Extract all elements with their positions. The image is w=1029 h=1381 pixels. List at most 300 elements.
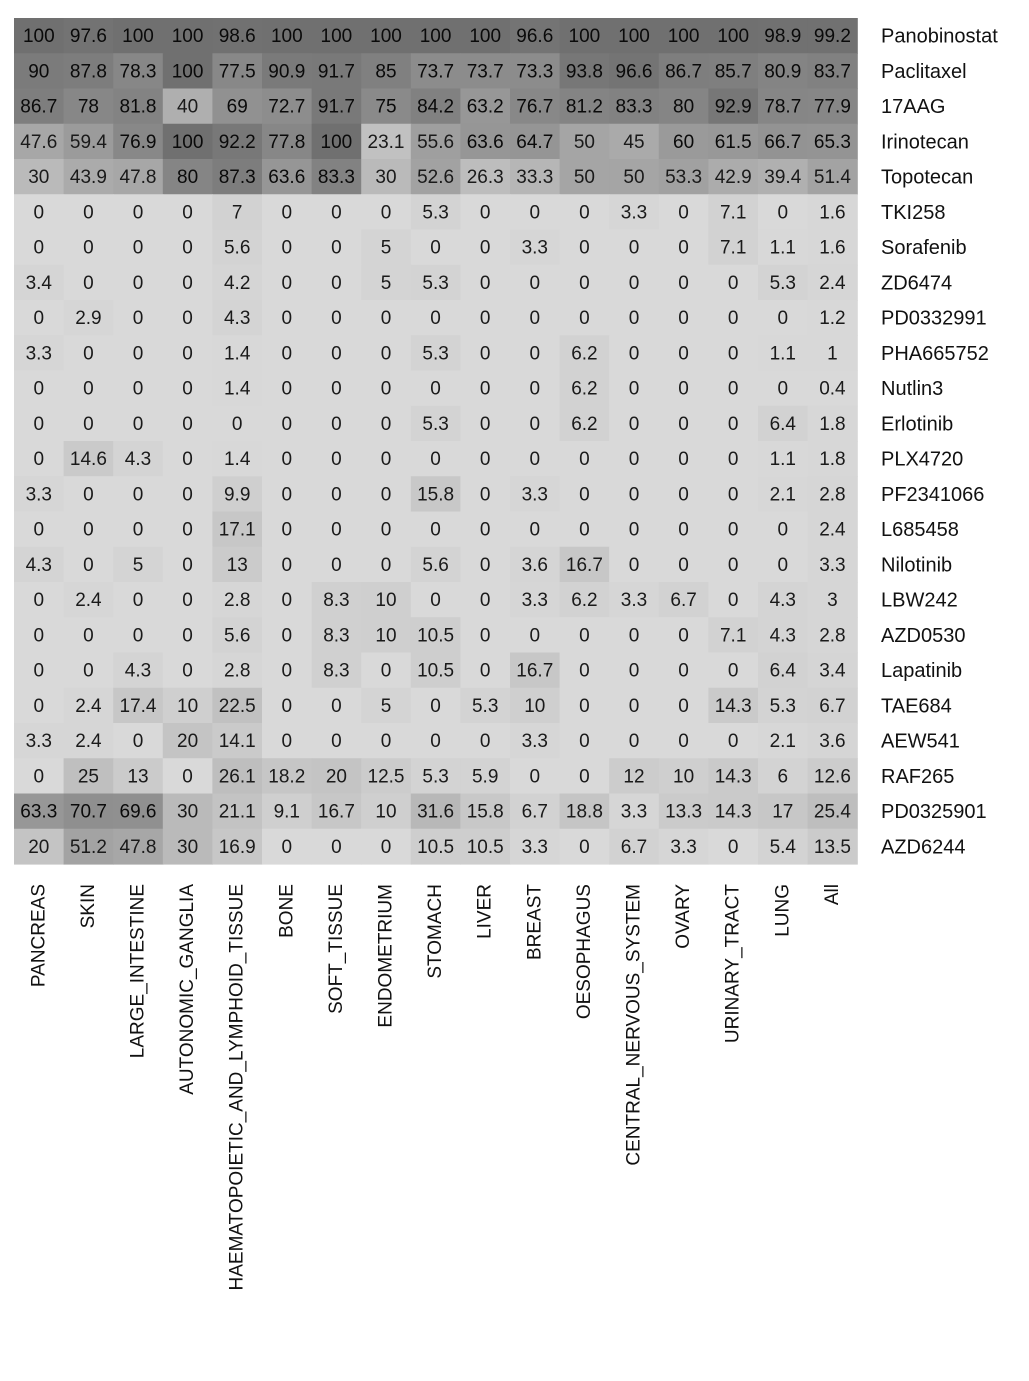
cell-value: 0 [579, 308, 590, 330]
cell-value: 0 [182, 237, 193, 259]
cell-value: 92.9 [714, 96, 752, 118]
cell-value: 10.5 [417, 625, 455, 647]
cell-value: 76.7 [516, 96, 554, 118]
cell-value: 0 [678, 484, 689, 506]
cell-value: 2.8 [223, 590, 251, 612]
cell-value: 6.7 [670, 590, 697, 612]
cell-value: 2.4 [75, 695, 102, 717]
cell-value: 0 [33, 695, 45, 717]
cell-value: 0 [727, 272, 739, 294]
cell-value: 3.6 [819, 731, 846, 753]
cell-value: 0 [678, 554, 689, 576]
cell-value: 51.4 [813, 167, 851, 189]
cell-value: 1.8 [819, 449, 846, 471]
cell-value: 0 [678, 731, 689, 753]
cell-value: 12.6 [813, 766, 851, 788]
cell-value: 0 [529, 449, 541, 471]
cell-value: 0 [727, 378, 739, 400]
cell-value: 63.2 [466, 96, 504, 118]
cell-value: 3.3 [521, 484, 549, 506]
cell-value: 83.3 [317, 167, 355, 189]
column-label-oesophagus: OESOPHAGUS [573, 884, 595, 1020]
cell-value: 20 [28, 836, 50, 858]
cell-value: 5.4 [769, 836, 797, 858]
cell-value: 2.8 [819, 625, 846, 647]
cell-value: 0 [579, 695, 590, 717]
cell-value: 0 [281, 413, 293, 435]
cell-value: 0 [579, 202, 590, 224]
cell-value: 0 [579, 836, 590, 858]
cell-value: 0 [281, 660, 293, 682]
cell-value: 0 [777, 378, 789, 400]
cell-value: 47.8 [119, 167, 157, 189]
cell-value: 0 [579, 449, 590, 471]
cell-value: 0 [132, 590, 144, 612]
cell-value: 9.1 [273, 801, 301, 823]
cell-value: 0 [83, 554, 94, 576]
cell-value: 0 [182, 519, 193, 541]
cell-value: 0 [430, 519, 441, 541]
cell-value: 18.8 [565, 801, 603, 823]
cell-value: 4.3 [25, 554, 53, 576]
cell-value: 77.9 [813, 96, 851, 118]
cell-value: 0 [182, 554, 193, 576]
cell-value: 0 [331, 554, 342, 576]
cell-value: 0 [678, 202, 689, 224]
cell-value: 0 [727, 660, 739, 682]
cell-value: 2.1 [769, 731, 797, 753]
cell-value: 0 [33, 625, 45, 647]
cell-value: 0 [479, 731, 491, 753]
cell-value: 0 [331, 308, 342, 330]
cell-value: 0 [281, 519, 293, 541]
cell-value: 0 [380, 731, 392, 753]
cell-value: 3.3 [25, 343, 53, 365]
cell-value: 16.7 [317, 801, 355, 823]
cell-value: 0 [430, 237, 441, 259]
cell-value: 73.7 [417, 61, 455, 83]
cell-value: 69.6 [119, 801, 157, 823]
cell-value: 7 [231, 202, 243, 224]
cell-value: 0 [231, 413, 243, 435]
cell-value: 0 [727, 519, 739, 541]
cell-value: 0 [529, 343, 541, 365]
cell-value: 39.4 [764, 167, 802, 189]
cell-value: 83.7 [813, 61, 851, 83]
row-label-zd6474: ZD6474 [881, 272, 953, 295]
cell-value: 4.3 [124, 660, 152, 682]
cell-value: 43.9 [69, 167, 107, 189]
cell-value: 100 [370, 26, 402, 48]
cell-value: 0 [529, 413, 541, 435]
cell-value: 6.7 [620, 836, 648, 858]
cell-value: 0 [182, 590, 193, 612]
cell-value: 0 [331, 449, 342, 471]
cell-value: 0 [83, 660, 94, 682]
cell-value: 98.6 [218, 26, 256, 48]
cell-value: 0 [83, 625, 94, 647]
cell-value: 100 [469, 26, 502, 48]
cell-value: 0 [331, 202, 342, 224]
cell-value: 63.6 [268, 167, 306, 189]
cell-value: 0 [777, 554, 789, 576]
cell-value: 1.2 [819, 308, 846, 330]
cell-value: 9.9 [223, 484, 251, 506]
cell-value: 0 [678, 343, 689, 365]
cell-value: 87.3 [218, 167, 256, 189]
row-label-topotecan: Topotecan [881, 166, 974, 189]
cell-value: 0 [331, 272, 342, 294]
cell-value: 10.5 [466, 836, 504, 858]
cell-value: 8.3 [323, 590, 350, 612]
cell-value: 0 [83, 484, 94, 506]
cell-value: 0 [132, 378, 144, 400]
cell-value: 72.7 [268, 96, 306, 118]
cell-value: 0 [628, 625, 640, 647]
cell-value: 0 [83, 413, 94, 435]
cell-value: 20 [325, 766, 347, 788]
cell-value: 0 [182, 343, 193, 365]
cell-value: 13.3 [665, 801, 703, 823]
cell-value: 8.3 [323, 660, 350, 682]
cell-value: 98.9 [764, 26, 802, 48]
cell-value: 0 [331, 343, 342, 365]
cell-value: 45 [623, 131, 645, 153]
cell-value: 0 [281, 731, 293, 753]
row-label-lbw242: LBW242 [881, 589, 958, 612]
cell-value: 1.8 [819, 413, 846, 435]
cell-value: 0 [380, 836, 392, 858]
cell-value: 6.7 [521, 801, 549, 823]
cell-value: 100 [320, 26, 353, 48]
cell-value: 0 [579, 766, 590, 788]
cell-value: 0 [182, 272, 193, 294]
cell-value: 93.8 [565, 61, 603, 83]
cell-value: 59.4 [69, 131, 107, 153]
cell-value: 0 [182, 449, 193, 471]
cell-value: 91.7 [317, 96, 355, 118]
cell-value: 5.3 [422, 413, 449, 435]
cell-value: 64.7 [516, 131, 554, 153]
cell-value: 100 [171, 131, 204, 153]
cell-value: 0 [33, 449, 45, 471]
cell-value: 0 [380, 343, 392, 365]
cell-value: 0 [777, 519, 789, 541]
cell-value: 0 [281, 378, 293, 400]
cell-value: 0 [281, 695, 293, 717]
cell-value: 96.6 [615, 61, 653, 83]
cell-value: 3.3 [521, 590, 549, 612]
cell-value: 0 [281, 484, 293, 506]
row-label-plx4720: PLX4720 [881, 448, 964, 471]
cell-value: 1.1 [769, 343, 797, 365]
cell-value: 0 [430, 695, 441, 717]
cell-value: 17 [772, 801, 794, 823]
cell-value: 0 [678, 660, 689, 682]
cell-value: 5.6 [223, 625, 251, 647]
cell-value: 6.4 [769, 413, 797, 435]
row-label-panobinostat: Panobinostat [881, 25, 998, 48]
cell-value: 0 [479, 554, 491, 576]
cell-value: 5.6 [422, 554, 449, 576]
column-label-soft-tissue: SOFT_TISSUE [325, 884, 347, 1014]
cell-value: 0 [331, 695, 342, 717]
column-label-all: All [821, 884, 843, 906]
cell-value: 0 [479, 237, 491, 259]
cell-value: 0 [678, 519, 689, 541]
cell-value: 15.8 [466, 801, 504, 823]
cell-value: 0 [678, 695, 689, 717]
cell-value: 0 [479, 484, 491, 506]
cell-value: 61.5 [714, 131, 752, 153]
cell-value: 10.5 [417, 660, 455, 682]
cell-value: 6.4 [769, 660, 797, 682]
row-label-azd0530: AZD0530 [881, 624, 966, 647]
cell-value: 96.6 [516, 26, 554, 48]
cell-value: 6 [777, 766, 789, 788]
cell-value: 3.3 [25, 731, 53, 753]
cell-value: 13 [226, 554, 248, 576]
cell-value: 0 [727, 590, 739, 612]
cell-value: 0 [331, 413, 342, 435]
cell-value: 12.5 [367, 766, 405, 788]
cell-value: 10 [375, 590, 397, 612]
cell-value: 80 [673, 96, 695, 118]
cell-value: 5.9 [471, 766, 499, 788]
cell-value: 0 [529, 378, 541, 400]
cell-value: 63.3 [20, 801, 58, 823]
cell-value: 0 [430, 590, 441, 612]
cell-value: 17.4 [119, 695, 157, 717]
cell-value: 0 [33, 766, 45, 788]
column-label-haematopoietic-and-lymphoid-tissue: HAEMATOPOIETIC_AND_LYMPHOID_TISSUE [226, 884, 248, 1291]
cell-value: 23.1 [367, 131, 405, 153]
cell-value: 50 [573, 167, 595, 189]
cell-value: 6.2 [571, 413, 598, 435]
cell-value: 77.5 [218, 61, 256, 83]
cell-value: 3.3 [521, 836, 549, 858]
cell-value: 100 [320, 131, 353, 153]
cell-value: 0 [331, 519, 342, 541]
cell-value: 0 [132, 272, 144, 294]
column-label-autonomic-ganglia: AUTONOMIC_GANGLIA [177, 884, 199, 1095]
cell-value: 2.4 [75, 731, 102, 753]
cell-value: 2.4 [819, 272, 846, 294]
cell-value: 1 [827, 343, 838, 365]
cell-value: 10 [524, 695, 546, 717]
cell-value: 100 [618, 26, 650, 48]
cell-value: 78 [77, 96, 99, 118]
cell-value: 14.3 [714, 766, 752, 788]
cell-value: 0 [380, 484, 392, 506]
cell-value: 60 [673, 131, 695, 153]
column-label-large-intestine: LARGE_INTESTINE [127, 884, 149, 1059]
cell-value: 3.4 [25, 272, 53, 294]
cell-value: 17.1 [218, 519, 256, 541]
cell-value: 65.3 [813, 131, 851, 153]
cell-value: 0 [727, 308, 739, 330]
cell-value: 0 [628, 272, 640, 294]
cell-value: 0 [281, 836, 293, 858]
cell-value: 6.7 [819, 695, 846, 717]
cell-value: 70.7 [69, 801, 107, 823]
row-label-pd0332991: PD0332991 [881, 307, 987, 330]
cell-value: 3.3 [521, 731, 549, 753]
cell-value: 0 [33, 590, 45, 612]
cell-value: 3.3 [670, 836, 697, 858]
cell-value: 0 [579, 484, 590, 506]
cell-value: 81.8 [119, 96, 157, 118]
cell-value: 0 [628, 413, 640, 435]
cell-value: 0 [727, 554, 739, 576]
row-label-irinotecan: Irinotecan [881, 131, 969, 154]
cell-value: 0 [281, 554, 293, 576]
cell-value: 0 [628, 731, 640, 753]
cell-value: 0 [182, 413, 193, 435]
cell-value: 100 [419, 26, 452, 48]
cell-value: 0 [579, 660, 590, 682]
cell-value: 0 [331, 237, 342, 259]
cell-value: 0 [281, 272, 293, 294]
row-label-tae684: TAE684 [881, 695, 952, 718]
cell-value: 5 [380, 695, 392, 717]
cell-value: 7.1 [719, 237, 747, 259]
cell-value: 5.3 [422, 766, 449, 788]
cell-value: 6.2 [571, 343, 598, 365]
row-label-pd0325901: PD0325901 [881, 801, 987, 824]
column-label-central-nervous-system: CENTRAL_NERVOUS_SYSTEM [623, 884, 645, 1166]
cell-value: 0 [182, 308, 193, 330]
cell-value: 80.9 [764, 61, 802, 83]
cell-value: 0 [777, 308, 789, 330]
cell-value: 63.6 [466, 131, 504, 153]
column-label-lung: LUNG [772, 884, 794, 937]
cell-value: 0 [281, 625, 293, 647]
cell-value: 0 [380, 308, 392, 330]
cell-value: 4.3 [223, 308, 251, 330]
row-label-tki258: TKI258 [881, 201, 946, 224]
cell-value: 0 [628, 343, 640, 365]
cell-value: 0 [628, 519, 640, 541]
cell-value: 0 [479, 308, 491, 330]
cell-value: 18.2 [268, 766, 306, 788]
cell-value: 0 [380, 554, 392, 576]
heatmap-cells [14, 18, 858, 865]
cell-value: 31.6 [417, 801, 455, 823]
cell-value: 0 [331, 731, 342, 753]
cell-value: 86.7 [665, 61, 703, 83]
cell-value: 0 [132, 731, 144, 753]
cell-value: 100 [122, 26, 154, 48]
cell-value: 0 [33, 660, 45, 682]
cell-value: 25 [77, 766, 99, 788]
cell-value: 12 [623, 766, 645, 788]
cell-value: 77.8 [268, 131, 306, 153]
cell-value: 100 [22, 26, 55, 48]
cell-value: 100 [667, 26, 700, 48]
cell-value: 25.4 [813, 801, 851, 823]
cell-value: 78.7 [764, 96, 802, 118]
cell-value: 100 [171, 61, 204, 83]
cell-value: 3 [827, 590, 838, 612]
row-label-nilotinib: Nilotinib [881, 554, 953, 577]
cell-value: 85.7 [714, 61, 752, 83]
cell-value: 0 [678, 413, 689, 435]
cell-value: 73.3 [516, 61, 554, 83]
cell-value: 0 [678, 449, 689, 471]
cell-value: 30 [28, 167, 50, 189]
column-label-liver: LIVER [474, 884, 496, 939]
row-label-pf2341066: PF2341066 [881, 483, 985, 506]
row-label-sorafenib: Sorafenib [881, 237, 967, 260]
cell-value: 2.8 [819, 484, 846, 506]
cell-value: 30 [375, 167, 397, 189]
cell-value: 5.3 [422, 202, 449, 224]
cell-value: 0 [83, 378, 94, 400]
cell-value: 0 [182, 484, 193, 506]
cell-value: 6.2 [571, 378, 598, 400]
cell-value: 0 [430, 308, 441, 330]
cell-value: 0 [182, 660, 193, 682]
cell-value: 1.1 [769, 237, 797, 259]
row-label-pha665752: PHA665752 [881, 342, 989, 365]
cell-value: 5.3 [422, 343, 449, 365]
cell-value: 0 [479, 202, 491, 224]
cell-value: 0 [529, 519, 541, 541]
column-label-pancreas: PANCREAS [28, 884, 50, 988]
cell-value: 40 [177, 96, 199, 118]
cell-value: 13 [127, 766, 149, 788]
column-label-breast: BREAST [524, 884, 546, 961]
cell-value: 0 [479, 378, 491, 400]
cell-value: 0 [628, 660, 640, 682]
cell-value: 0 [281, 449, 293, 471]
cell-value: 10 [375, 625, 397, 647]
cell-value: 0 [33, 378, 45, 400]
cell-value: 50 [573, 131, 595, 153]
cell-value: 0 [132, 413, 144, 435]
column-label-ovary: OVARY [673, 884, 695, 949]
cell-value: 21.1 [218, 801, 256, 823]
cell-value: 0 [83, 237, 94, 259]
cell-value: 3.3 [521, 237, 549, 259]
row-label-l685458: L685458 [881, 519, 959, 542]
cell-value: 20 [177, 731, 199, 753]
cell-value: 0 [479, 413, 491, 435]
cell-value: 42.9 [714, 167, 752, 189]
cell-value: 8.3 [323, 625, 350, 647]
cell-value: 0 [628, 378, 640, 400]
cell-value: 0 [331, 836, 342, 858]
cell-value: 3.3 [620, 590, 648, 612]
cell-value: 0 [479, 660, 491, 682]
cell-value: 55.6 [417, 131, 455, 153]
column-label-skin: SKIN [77, 884, 99, 929]
cell-value: 87.8 [69, 61, 107, 83]
cell-value: 100 [568, 26, 601, 48]
cell-value: 0 [727, 836, 739, 858]
cell-value: 14.6 [69, 449, 107, 471]
cell-value: 0 [281, 202, 293, 224]
cell-value: 83.3 [615, 96, 653, 118]
cell-value: 51.2 [69, 836, 107, 858]
cell-value: 0 [529, 202, 541, 224]
cell-value: 0 [727, 343, 739, 365]
cell-value: 0 [479, 343, 491, 365]
cell-value: 5.3 [471, 695, 499, 717]
cell-value: 5.6 [223, 237, 251, 259]
cell-value: 0 [727, 731, 739, 753]
